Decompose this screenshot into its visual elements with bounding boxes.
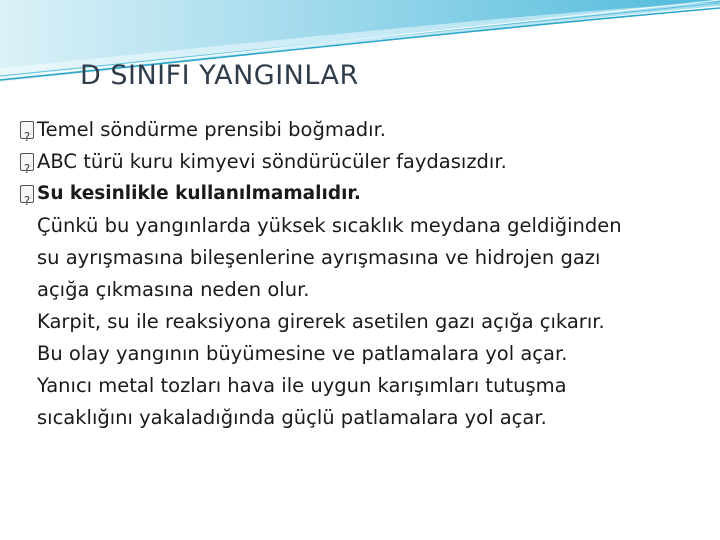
paragraph-line: sıcaklığını yakaladığında güçlü patlamalara yol açar.	[37, 406, 547, 429]
content-body	[20, 114, 710, 434]
paragraph-line: Karpit, su ile reaksiyona girerek asetilen gazı açığa çıkarır.	[37, 310, 605, 333]
bullet-item	[20, 114, 710, 146]
bullet-text: Temel söndürme prensibi boğmadır.	[37, 118, 387, 141]
paragraph-line: Çünkü bu yangınlarda yüksek sıcaklık meydana geldiğinden	[37, 214, 622, 237]
paragraph-line: Bu olay yangının büyümesine ve patlamalara yol açar.	[37, 342, 568, 365]
slide-title: D SINIFI YANGINLAR	[80, 60, 359, 91]
bullet-item-bold	[20, 178, 710, 210]
paragraph-line: su ayrışmasına bileşenlerine ayrışmasına ve hidrojen gazı	[37, 246, 601, 269]
bullet-text: Su kesinlikle kullanılmamalıdır.	[37, 183, 361, 204]
paragraph-line: Yanıcı metal tozları hava ile uygun karışımları tutuşma	[37, 374, 567, 397]
paragraph-line: açığa çıkmasına neden olur.	[37, 278, 310, 301]
bullet-item	[20, 146, 710, 178]
missing-glyph-bullet-icon	[20, 185, 34, 203]
missing-glyph-bullet-icon	[20, 153, 34, 171]
missing-glyph-bullet-icon	[20, 121, 34, 139]
bullet-text: ABC türü kuru kimyevi söndürücüler faydasızdır.	[37, 150, 507, 173]
